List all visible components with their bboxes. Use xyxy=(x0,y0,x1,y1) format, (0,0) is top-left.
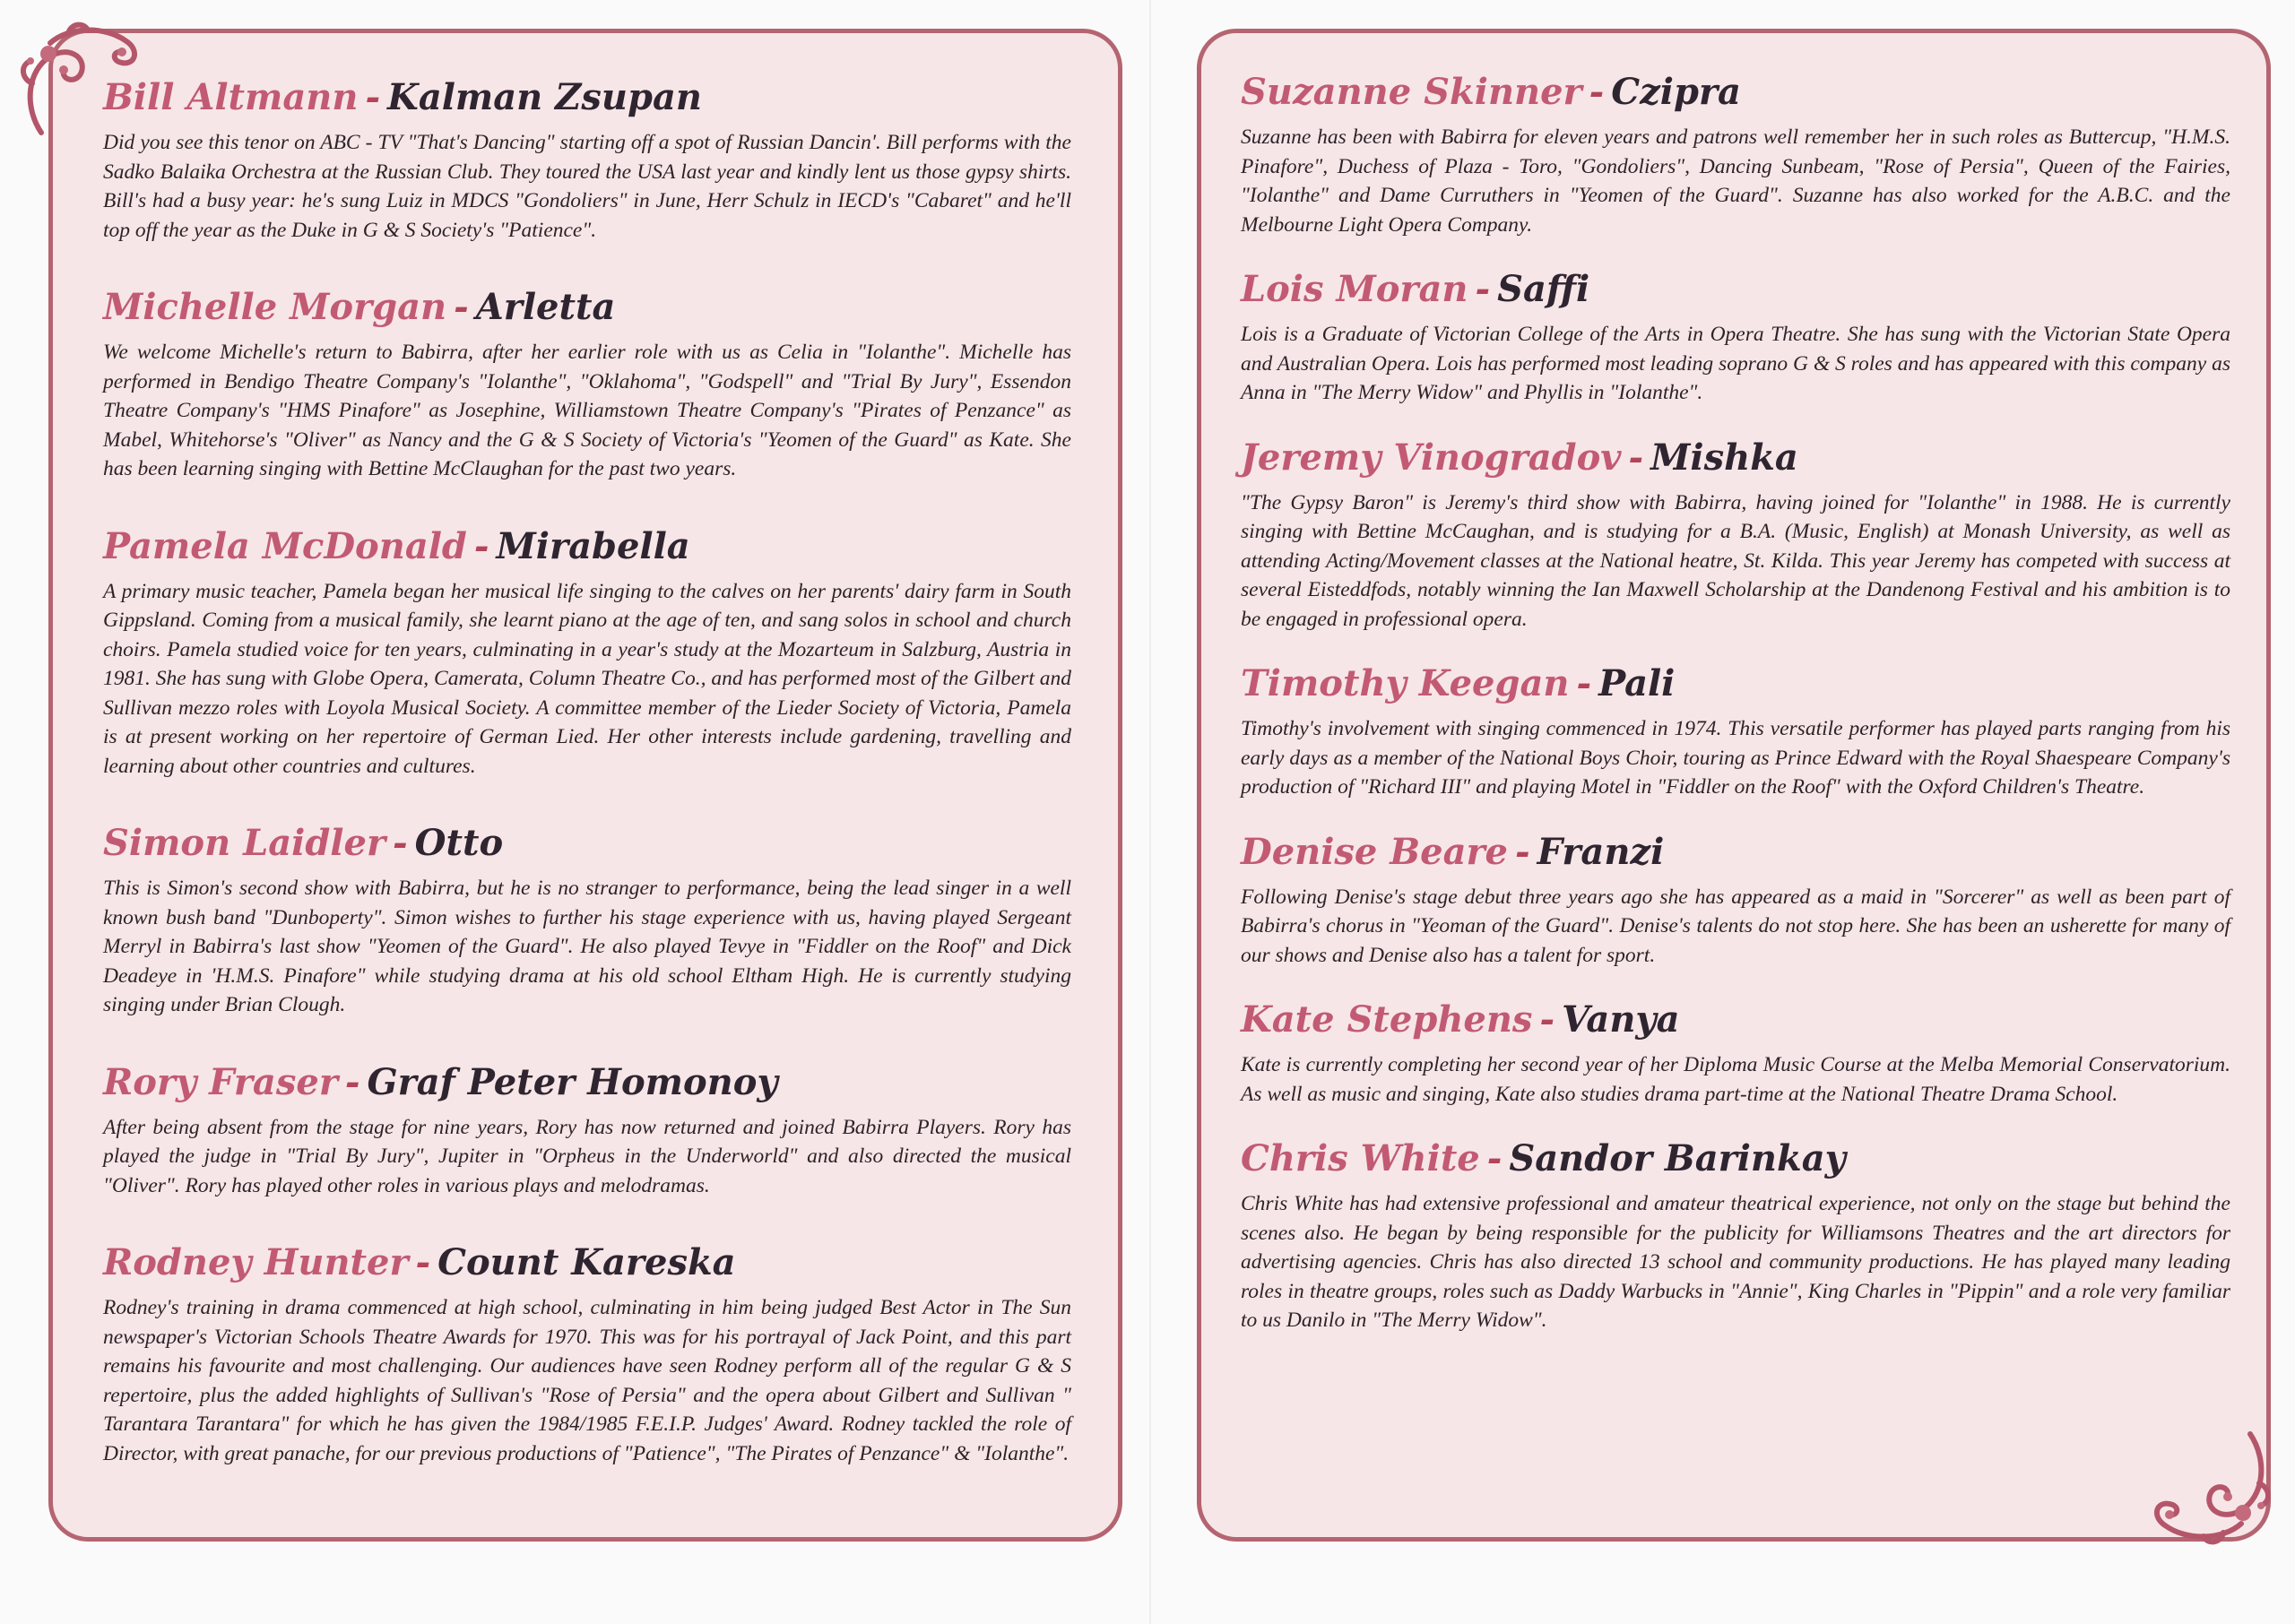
cast-entry xyxy=(1241,997,2230,1109)
actor-name: Chris White xyxy=(1241,1137,1480,1179)
cast-entry xyxy=(103,1240,1071,1468)
actor-name: Timothy Keegan xyxy=(1241,662,1570,704)
actor-bio: We welcome Michelle's return to Babirra, after her earlier role with us as Celia in "Iolanthe". Michelle has performed in Bendigo Theatre Company's "Iolanthe", "Oklahoma", "Godspell" and "Trial By Jury", Essendon Theatre Company's "HMS Pinafore" as Josephine, Williamstown Theatre Company's "Pirates of Penzance" as Mabel, Whitehorse's "Oliver" as Nancy and the G & S Society of Victoria's "Yeomen of the Guard" as Kate. She has been learning singing with Bettine McClaughan for the past two years. xyxy=(103,341,1071,480)
separator: - xyxy=(1539,998,1555,1041)
right-page xyxy=(1197,29,2271,1542)
name-line xyxy=(103,1059,1071,1106)
actor-name: Pamela McDonald xyxy=(103,524,467,567)
actor-bio: Following Denise's stage debut three years ago she has appeared as a maid in "Sorcerer" as well as been part of Babirra's chorus in "Yeoman of the Guard". Denise's talents do not stop here. She has been an usherette for many of our shows and Denise also has a talent for sport. xyxy=(1241,885,2230,967)
cast-entry xyxy=(1241,69,2230,239)
actor-bio: Suzanne has been with Babirra for eleven years and patrons well remember her in such roles as Buttercup, "H.M.S. Pinafore", Duchess of Plaza - Toro, "Gondoliers", Dancing Sunbeam, "Rose of Persia", Queen of the Fairies, "Iolanthe" and Dame Curruthers in "Yeomen of the Guard". Suzanne has also worked for the A.B.C. and the Melbourne Light Opera Company. xyxy=(1241,125,2230,237)
cast-entry xyxy=(1241,435,2230,635)
role-name: Graf Peter Homonoy xyxy=(367,1060,778,1103)
cast-entry xyxy=(103,523,1071,782)
cast-entry xyxy=(103,820,1071,1020)
name-line xyxy=(1241,1136,2230,1182)
actor-name: Jeremy Vinogradov xyxy=(1241,436,1622,479)
role-name: Saffi xyxy=(1497,268,1590,310)
role-name: Pali xyxy=(1598,662,1676,704)
separator: - xyxy=(415,1241,431,1283)
actor-bio: "The Gypsy Baron" is Jeremy's third show with Babirra, having joined for "Iolanthe" in 1988. He is currently singing with Bettine McCaughan, and is studying for a B.A. (Music, English) at Monash University, as well as attending Acting/Movement classes at the National heatre, St. Kilda. This year Jeremy has competed with success at several Eisteddfods, notably winning the Ian Maxwell Scholarship at the Dandenong Festival and his ambition is to be engaged in professional opera. xyxy=(1241,490,2230,631)
actor-name: Rory Fraser xyxy=(103,1060,338,1103)
role-name: Arletta xyxy=(475,286,616,328)
separator: - xyxy=(344,1060,360,1103)
separator: - xyxy=(393,822,408,864)
corner-flourish-icon xyxy=(14,16,149,151)
name-line xyxy=(103,820,1071,867)
role-name: Franzi xyxy=(1537,830,1665,873)
center-fold xyxy=(1149,0,1151,1624)
cast-entry xyxy=(103,74,1071,245)
actor-name: Bill Altmann xyxy=(103,76,359,118)
separator: - xyxy=(1576,662,1592,704)
cast-entry xyxy=(1241,266,2230,408)
separator: - xyxy=(1628,436,1644,479)
name-line xyxy=(103,74,1071,121)
actor-bio: Kate is currently completing her second year of her Diploma Music Course at the Melba Memorial Conservatorium. As well as music and singing, Kate also studies drama part-time at the National Theatre Drama School. xyxy=(1241,1053,2230,1106)
name-line xyxy=(1241,661,2230,707)
actor-name: Kate Stephens xyxy=(1241,998,1533,1041)
cast-entry xyxy=(103,284,1071,484)
role-name: Otto xyxy=(414,822,504,864)
actor-bio: Did you see this tenor on ABC - TV "That's Dancing" starting off a spot of Russian Dancin'. Bill performs with the Sadko Balaika Orchestra at the Russian Club. They toured the USA last year and kindly lent us those gypsy shirts. Bill's had a busy year: he's sung Luiz in MDCS "Gondoliers" in June, Herr Schulz in IECD's "Cabaret" and he'll top off the year as the Duke in G & S Society's "Patience". xyxy=(103,131,1071,242)
separator: - xyxy=(1515,830,1530,873)
name-line xyxy=(1241,266,2230,313)
actor-bio: Timothy's involvement with singing commenced in 1974. This versatile performer has played parts ranging from his early days as a member of the National Boys Choir, touring as Prince Edward with the Royal Shaespeare Company's production of "Richard III" and playing Motel in "Fiddler on the Roof" with the Oxford Children's Theatre. xyxy=(1241,717,2230,799)
name-line xyxy=(1241,69,2230,116)
left-page xyxy=(48,29,1122,1542)
actor-name: Rodney Hunter xyxy=(103,1241,409,1283)
actor-bio: Lois is a Graduate of Victorian College of the Arts in Opera Theatre. She has sung with the Victorian State Opera and Australian Opera. Lois has performed most leading soprano G & S roles and has appeared with this company as Anna in "The Merry Widow" and Phyllis in "Iolanthe". xyxy=(1241,323,2230,404)
corner-flourish-icon xyxy=(2143,1416,2277,1551)
actor-name: Lois Moran xyxy=(1241,268,1468,310)
actor-bio: Rodney's training in drama commenced at high school, culminating in him being judged Best Actor in The Sun newspaper's Victorian Schools Theatre Awards for 1970. This was for his portrayal of Jack Point, and this part remains his favourite and most challenging. Our audiences have seen Rodney perform all of the regular G & S repertoire, plus the added highlights of Sullivan's "Rose of Persia" and the opera about Gilbert and Sullivan " Tarantara Tarantara" for which he has given the 1984/1985 F.E.I.P. Judges' Award. Rodney tackled the role of Director, with great panache, for our previous productions of "Patience", "The Pirates of Penzance" & "Iolanthe". xyxy=(103,1296,1071,1465)
role-name: Kalman Zsupan xyxy=(387,76,702,118)
actor-bio: Chris White has had extensive professional and amateur theatrical experience, not only on the stage but behind the scenes also. He began by being responsible for the publicity for Williamsons Theatres and the art directors for advertising agencies. Chris has also directed 13 school and community productions. He has played many leading roles in theatre groups, roles such as Daddy Warbucks in "Annie", King Charles in "Pippin" and a role very familiar to us Danilo in "The Merry Widow". xyxy=(1241,1192,2230,1332)
name-line xyxy=(103,284,1071,331)
actor-bio: After being absent from the stage for nine years, Rory has now returned and joined Babirra Players. Rory has played the judge in "Trial By Jury", Jupiter in "Orpheus in the Underworld" and also directed the musical "Oliver". Rory has played other roles in various plays and melodramas. xyxy=(103,1115,1071,1197)
role-name: Vanya xyxy=(1562,998,1680,1041)
role-name: Count Kareska xyxy=(437,1241,736,1283)
name-line xyxy=(1241,997,2230,1043)
name-line xyxy=(103,1240,1071,1286)
cast-entry xyxy=(103,1059,1071,1201)
cast-entry xyxy=(1241,661,2230,802)
actor-name: Michelle Morgan xyxy=(103,286,447,328)
separator: - xyxy=(473,524,489,567)
actor-name: Suzanne Skinner xyxy=(1241,71,1582,113)
separator: - xyxy=(1589,71,1605,113)
name-line xyxy=(1241,829,2230,876)
role-name: Sandor Barinkay xyxy=(1509,1137,1846,1179)
actor-bio: A primary music teacher, Pamela began her musical life singing to the calves on her parents' dairy farm in South Gippsland. Coming from a musical family, she learnt piano at the age of ten, and sang solos in school and church choirs. Pamela studied voice for ten years, culminating in a year's study at the Mozarteum in Salzburg, Austria in 1981. She has sung with Globe Opera, Camerata, Column Theatre Co., and has performed most of the Gilbert and Sullivan mezzo roles with Loyola Musical Society. A committee member of the Lieder Society of Victoria, Pamela is at present working on her repertoire of German Lied. Her other interests include gardening, travelling and learning about other countries and cultures. xyxy=(103,579,1071,778)
separator: - xyxy=(365,76,381,118)
cast-entry xyxy=(1241,829,2230,971)
name-line xyxy=(1241,435,2230,481)
role-name: Mirabella xyxy=(496,524,690,567)
separator: - xyxy=(454,286,469,328)
actor-name: Simon Laidler xyxy=(103,822,386,864)
role-name: Czipra xyxy=(1611,71,1741,113)
cast-entry xyxy=(1241,1136,2230,1335)
separator: - xyxy=(1475,268,1491,310)
actor-name: Denise Beare xyxy=(1241,830,1509,873)
actor-bio: This is Simon's second show with Babirra, but he is no stranger to performance, being the lead singer in a well known bush band "Dunboperty". Simon wishes to further his stage experience with us, having played Sergeant Merryl in Babirra's last show "Yeomen of the Guard". He also played Tevye in "Fiddler on the Roof" and Dick Deadeye in 'H.M.S. Pinafore" while studying drama at his old school Eltham High. He is currently studying singing under Brian Clough. xyxy=(103,877,1071,1016)
role-name: Mishka xyxy=(1650,436,1798,479)
name-line xyxy=(103,523,1071,570)
separator: - xyxy=(1486,1137,1503,1179)
